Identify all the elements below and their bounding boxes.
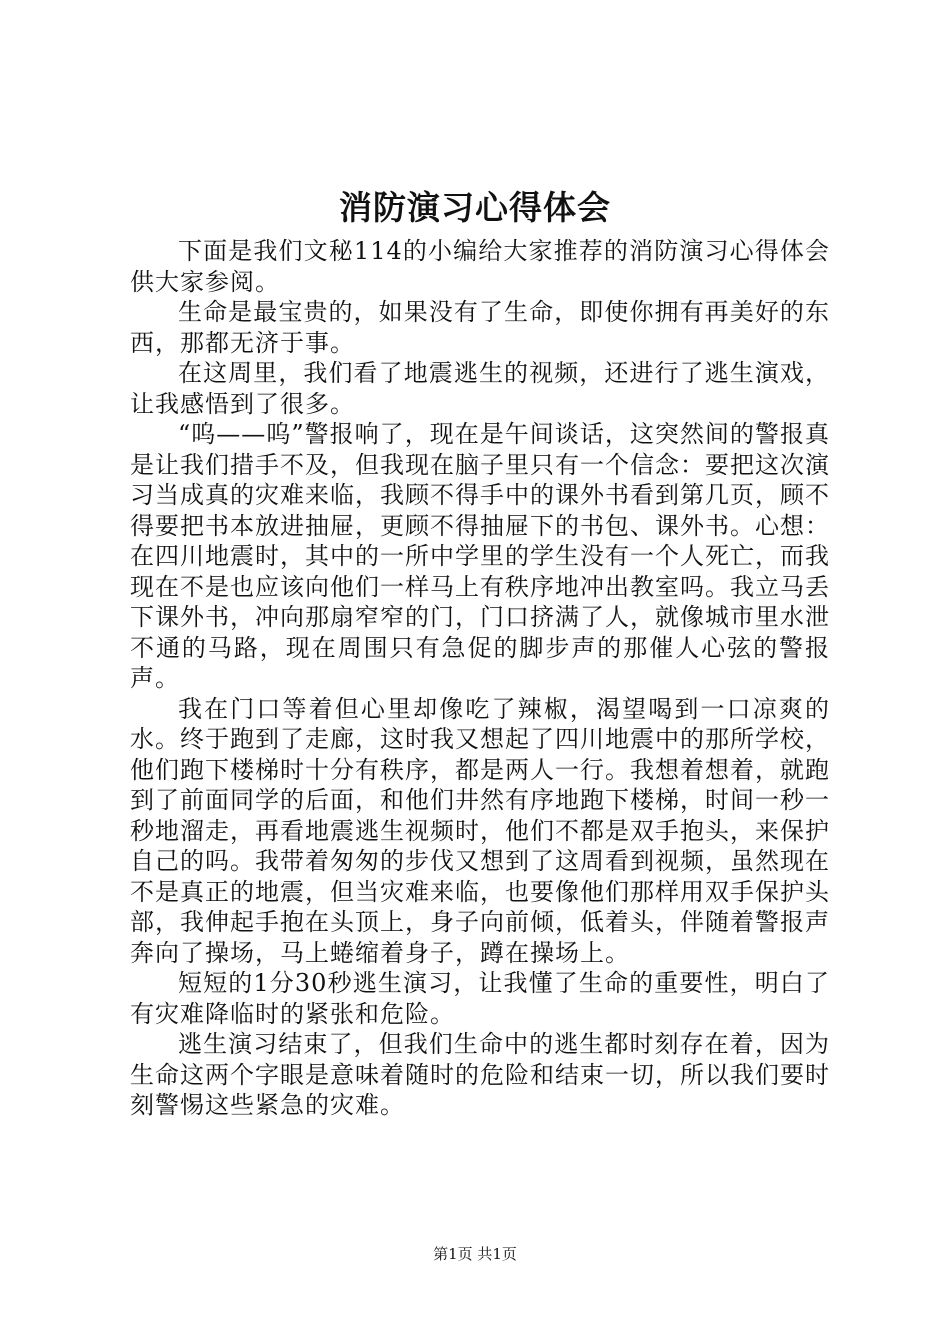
paragraph-drill-lesson: 短短的1分30秒逃生演习，让我懂了生命的重要性，明白了有灾难降临时的紧张和危险。 <box>130 969 830 1028</box>
paragraph-conclusion: 逃生演习结束了，但我们生命中的逃生都时刻存在着，因为生命这两个字眼是意味着随时的危险和结束一切，所以我们要时刻警惕这些紧急的灾难。 <box>130 1030 830 1119</box>
document-title: 消防演习心得体会 <box>339 188 611 227</box>
page-footer: 第1页 共1页 <box>433 1245 517 1263</box>
paragraph-life-precious: 生命是最宝贵的，如果没有了生命，即使你拥有再美好的东西，那都无济于事。 <box>130 298 830 357</box>
document-body <box>130 236 830 1121</box>
paragraph-alarm: “呜——呜”警报响了，现在是午间谈话，这突然间的警报真是让我们措手不及，但我现在脑子里只有一个信念：要把这次演习当成真的灾难来临，我顾不得手中的课外书看到第几页，顾不得要把书本放进抽屉，更顾不得抽屉下的书包、课外书。心想：在四川地震时，其中的一所中学里的学生没有一个人死亡，而我现在不是也应该向他们一样马上有秩序地冲出教室吗。我立马丢下课外书，冲向那扇窄窄的门，门口挤满了人，就像城市里水泄不通的马路，现在周围只有急促的脚步声的那催人心弦的警报声。 <box>130 420 830 692</box>
paragraph-intro: 下面是我们文秘114的小编给大家推荐的消防演习心得体会供大家参阅。 <box>130 237 830 296</box>
paragraph-this-week: 在这周里，我们看了地震逃生的视频，还进行了逃生演戏，让我感悟到了很多。 <box>130 359 830 418</box>
paragraph-evacuation: 我在门口等着但心里却像吃了辣椒，渴望喝到一口凉爽的水。终于跑到了走廊，这时我又想起了四川地震中的那所学校，他们跑下楼梯时十分有秩序，都是两人一行。我想着想着，就跑到了前面同学的后面，和他们井然有序地跑下楼梯，时间一秒一秒地溜走，再看地震逃生视频时，他们不都是双手抱头，来保护自己的吗。我带着匆匆的步伐又想到了这周看到视频，虽然现在不是真正的地震，但当灾难来临，也要像他们那样用双手保护头部，我伸起手抱在头顶上，身子向前倾，低着头，伴随着警报声奔向了操场，马上蜷缩着身子，蹲在操场上。 <box>130 694 830 967</box>
